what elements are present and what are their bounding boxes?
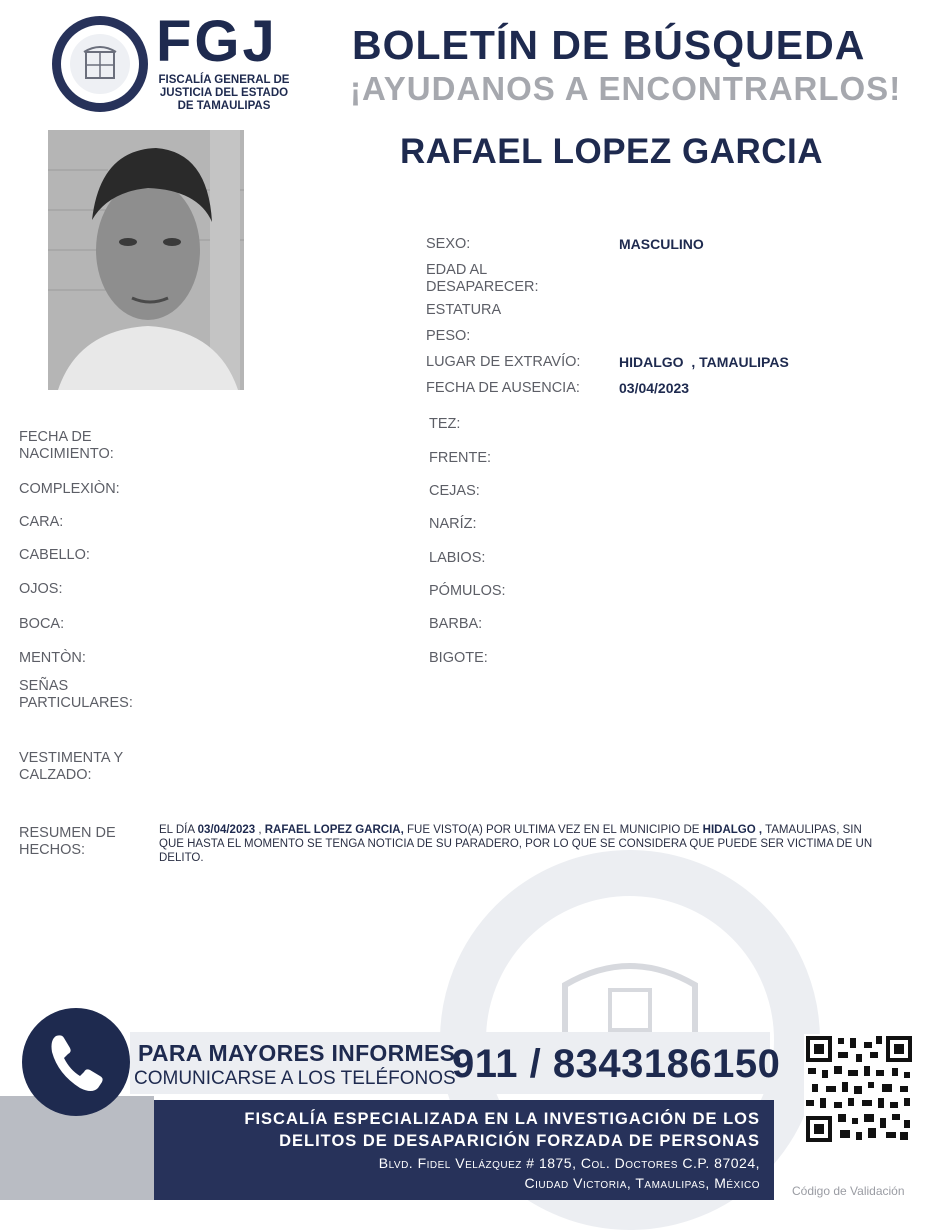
field-label-complexion: COMPLEXIÒN: [19, 481, 120, 497]
bulletin-title: BOLETÍN DE BÚSQUEDA [352, 22, 866, 68]
fgj-logo-subtitle: FISCALÍA GENERAL DE JUSTICIA DEL ESTADO DE TAMAULIPAS [158, 74, 290, 112]
field-label-cara: CARA: [19, 514, 64, 530]
field-label-edad: EDAD AL DESAPARECER: [426, 262, 539, 295]
validation-code-label: Código de Validación [792, 1184, 905, 1198]
field-label-bigote: BIGOTE: [429, 650, 488, 666]
field-label-labios: LABIOS: [429, 550, 486, 566]
field-label-fecha-ausencia: FECHA DE AUSENCIA: [426, 380, 580, 396]
missing-person-photo [48, 130, 244, 390]
field-label-cabello: CABELLO: [19, 547, 90, 563]
field-label-frente: FRENTE: [429, 450, 492, 466]
field-label-lugar: LUGAR DE EXTRAVÍO: [426, 354, 581, 370]
address-line-1: Blvd. Fidel Velázquez # 1875, Col. Doctores C.P. 87024, [378, 1155, 760, 1171]
field-label-peso: PESO: [426, 328, 471, 344]
field-label-pomulos: PÓMULOS: [429, 583, 506, 599]
field-label-vestimenta: VESTIMENTA Y CALZADO: [19, 750, 124, 783]
field-label-cejas: CEJAS: [429, 483, 480, 499]
fgj-logo-text: FGJ [156, 9, 278, 74]
field-label-boca: BOCA: [19, 616, 65, 632]
field-value-sexo: MASCULINO [619, 236, 704, 252]
fiscalia-line-2: DELITOS DE DESAPARICIÓN FORZADA DE PERSONAS [279, 1132, 760, 1150]
field-label-menton: MENTÒN: [19, 650, 86, 666]
address-line-2: Ciudad Victoria, Tamaulipas, México [524, 1175, 760, 1191]
field-value-lugar: HIDALGO , TAMAULIPAS [619, 354, 789, 370]
missing-person-name: RAFAEL LOPEZ GARCIA [400, 132, 824, 171]
fiscalia-line-1: FISCALÍA ESPECIALIZADA EN LA INVESTIGACIÓN DE LOS [244, 1110, 760, 1128]
field-label-senas: SEÑAS PARTICULARES: [19, 678, 133, 711]
comunicar-text: COMUNICARSE A LOS TELÉFONOS [134, 1068, 456, 1089]
field-value-fecha-ausencia: 03/04/2023 [619, 380, 690, 396]
field-label-sexo: SEXO: [426, 236, 471, 252]
field-label-estatura: ESTATURA [426, 302, 502, 318]
field-label-nacimiento: FECHA DE NACIMIENTO: [19, 429, 114, 462]
informes-heading: PARA MAYORES INFORMES, [138, 1040, 462, 1066]
phone-icon [22, 1008, 130, 1116]
field-label-nariz: NARÍZ: [429, 516, 477, 532]
summary-text: EL DÍA 03/04/2023 , RAFAEL LOPEZ GARCIA, FUE VISTO(A) POR ULTIMA VEZ EN EL MUNICIPIO DE HIDALGO , TAMAULIPAS, SIN QUE HASTA EL MOMENTO SE TENGA NOTICIA DE SU PARADERO, POR LO QUE SE CONSIDERA QUE PUEDE SER VICTIMA DE UN DELITO. [159, 824, 873, 864]
qr-code-icon[interactable] [804, 1034, 914, 1144]
field-label-barba: BARBA: [429, 616, 483, 632]
field-label-resumen: RESUMEN DE HECHOS: [19, 825, 116, 858]
phone-numbers: 911 / 8343186150 [452, 1042, 781, 1086]
field-label-ojos: OJOS: [19, 581, 63, 597]
fgj-seal-icon [70, 34, 130, 94]
field-label-tez: TEZ: [429, 416, 461, 432]
bulletin-subtitle: ¡AYUDANOS A ENCONTRARLOS! [350, 70, 902, 107]
